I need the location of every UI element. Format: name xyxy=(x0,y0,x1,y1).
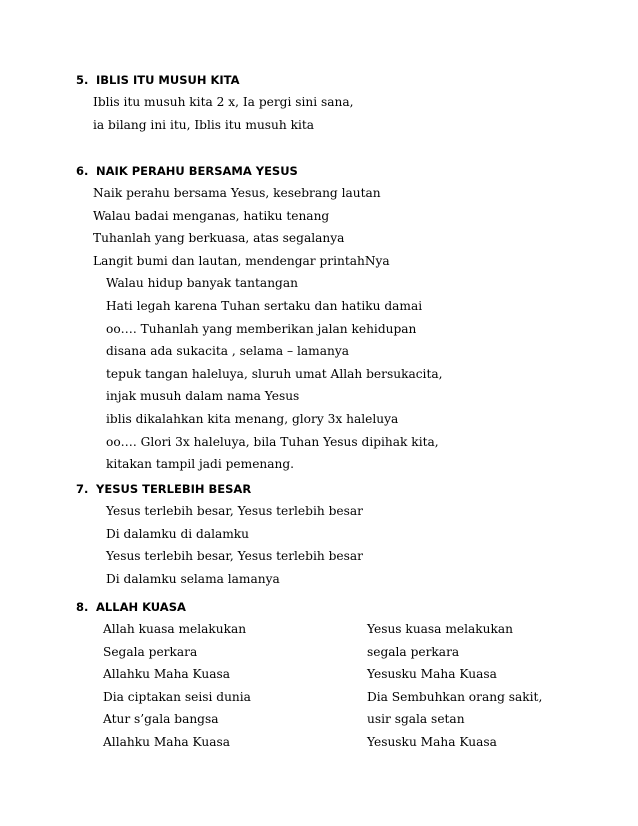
chorus-line: injak musuh dalam nama Yesus xyxy=(106,389,300,404)
chorus-line: kitakan tampil jadi pemenang. xyxy=(106,457,295,472)
lyric-line: Allah kuasa melakukan xyxy=(103,622,247,636)
lyric-line: usir sgala setan xyxy=(367,712,465,727)
song-title: IBLIS ITU MUSUH KITA xyxy=(96,73,240,87)
song-title: YESUS TERLEBIH BESAR xyxy=(96,482,252,496)
lyric-line: Di dalamku di dalamku xyxy=(106,526,250,541)
lyric-line: Langit bumi dan lautan, mendengar printahNya xyxy=(93,253,390,268)
lyric-line: Walau badai menganas, hatiku tenang xyxy=(93,208,330,223)
lyric-line: Allahku Maha Kuasa xyxy=(103,734,231,749)
lyric-line: Naik perahu bersama Yesus, kesebrang lautan xyxy=(93,186,381,200)
lyric-line: Atur s’gala bangsa xyxy=(103,712,219,727)
lyric-line: Segala perkara xyxy=(103,644,198,659)
lyric-line: Dia Sembuhkan orang sakit, xyxy=(367,689,543,704)
two-column-verses xyxy=(76,618,596,754)
lyric-line: Yesusku Maha Kuasa xyxy=(367,667,497,682)
chorus-line: Walau hidup banyak tantangan xyxy=(106,276,298,291)
lyric-line: ia bilang ini itu, Iblis itu musuh kita xyxy=(93,117,315,132)
lyric-line: Tuhanlah yang berkuasa, atas segalanya xyxy=(93,231,345,246)
verse-left-column xyxy=(76,618,367,754)
song-title: NAIK PERAHU BERSAMA YESUS xyxy=(96,164,298,178)
song-heading xyxy=(76,596,596,618)
lyric-line: Di dalamku selama lamanya xyxy=(106,571,280,586)
lyric-line: Yesus kuasa melakukan xyxy=(367,622,513,636)
chorus-line: disana ada sukacita , selama – lamanya xyxy=(106,344,349,359)
song-7 xyxy=(76,478,596,590)
song-number: 7. xyxy=(76,482,89,496)
lyric-line: Yesus terlebih besar, Yesus terlebih besar xyxy=(106,504,363,518)
song-heading xyxy=(76,478,596,500)
chorus-line: oo…. Tuhanlah yang memberikan jalan kehidupan xyxy=(106,321,417,336)
song-6 xyxy=(76,160,596,476)
song-number: 5. xyxy=(76,73,89,87)
song-number: 6. xyxy=(76,164,89,178)
song-number: 8. xyxy=(76,600,89,614)
lyric-line: Iblis itu musuh kita 2 x, Ia pergi sini sana, xyxy=(93,95,354,109)
song-title: ALLAH KUASA xyxy=(96,600,186,614)
chorus-line: oo…. Glori 3x haleluya, bila Tuhan Yesus dipihak kita, xyxy=(106,434,439,449)
lyric-line: Dia ciptakan seisi dunia xyxy=(103,689,251,704)
lyric-line: segala perkara xyxy=(367,644,460,659)
chorus-line: Hati legah karena Tuhan sertaku dan hatiku damai xyxy=(106,298,423,313)
song-8 xyxy=(76,596,596,754)
song-5 xyxy=(76,69,596,136)
verse-right-column xyxy=(367,618,596,754)
chorus-line: iblis dikalahkan kita menang, glory 3x haleluya xyxy=(106,411,399,426)
song-heading xyxy=(76,69,596,91)
lyric-line: Yesusku Maha Kuasa xyxy=(367,734,497,749)
song-heading xyxy=(76,160,596,182)
lyric-line: Yesus terlebih besar, Yesus terlebih besar xyxy=(106,549,363,564)
lyric-line: Allahku Maha Kuasa xyxy=(103,667,231,682)
chorus-line: tepuk tangan haleluya, sluruh umat Allah bersukacita, xyxy=(106,366,443,381)
